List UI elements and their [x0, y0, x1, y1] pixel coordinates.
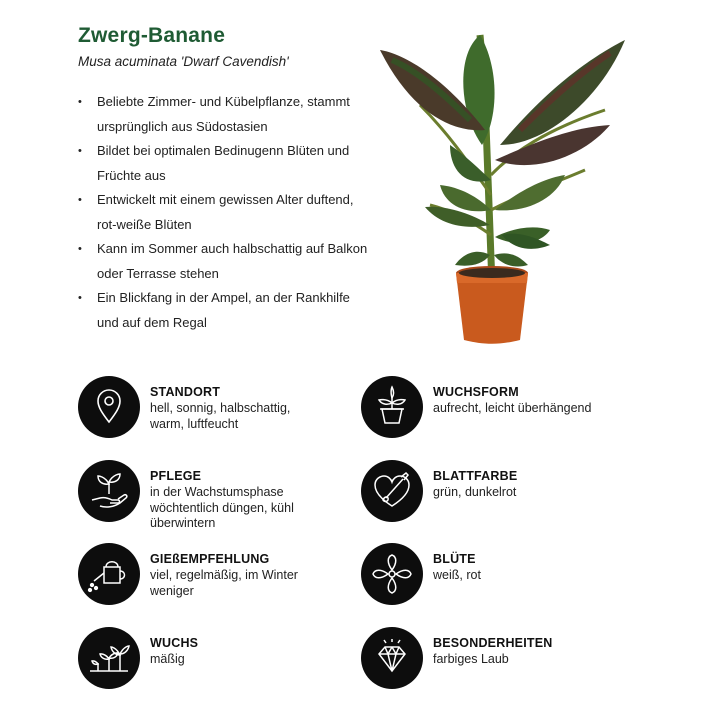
- feature-bluete: [361, 543, 661, 607]
- feature-pflege: [78, 460, 378, 530]
- feature-bullet-list: [78, 90, 368, 335]
- feature-description: weiß, rot: [433, 568, 481, 582]
- location-pin-icon: [78, 376, 140, 438]
- feature-wuchsform: [361, 376, 661, 440]
- heart-leaf-brush-icon: [361, 460, 423, 522]
- feature-description: hell, sonnig, halbschattig, warm, luftfeucht: [150, 401, 291, 431]
- bullet-item: • Kann im Sommer auch halbschattig auf Balkon oder Terrasse stehen: [78, 237, 368, 286]
- feature-standort: [78, 376, 378, 440]
- feature-title: GIEßEMPFEHLUNG: [150, 552, 270, 566]
- feature-title: BLATTFARBE: [433, 469, 518, 483]
- feature-description: in der Wachstumsphase wöchtentlich düngen, kühl überwintern: [150, 485, 294, 530]
- feature-title: BESONDERHEITEN: [433, 636, 553, 650]
- feature-title: PFLEGE: [150, 469, 202, 483]
- seedlings-icon: [78, 627, 140, 689]
- feature-wuchs: [78, 627, 378, 691]
- watering-can-icon: [78, 543, 140, 605]
- feature-title: WUCHSFORM: [433, 385, 519, 399]
- feature-description: mäßig: [150, 652, 185, 666]
- hand-sprout-icon: [78, 460, 140, 522]
- bullet-item: • Ein Blickfang in der Ampel, an der Rankhilfe und auf dem Regal: [78, 286, 368, 335]
- feature-title: BLÜTE: [433, 552, 476, 566]
- feature-title: STANDORT: [150, 385, 221, 399]
- potted-plant-icon: [361, 376, 423, 438]
- feature-title: WUCHS: [150, 636, 199, 650]
- feature-description: aufrecht, leicht überhängend: [433, 401, 592, 415]
- feature-besonderheiten: [361, 627, 661, 691]
- diamond-icon: [361, 627, 423, 689]
- botanical-name: Musa acuminata 'Dwarf Cavendish': [78, 54, 289, 69]
- feature-blattfarbe: [361, 460, 661, 524]
- page-title: Zwerg-Banane: [78, 24, 226, 47]
- feature-giessempfehlung: [78, 543, 378, 607]
- feature-description: grün, dunkelrot: [433, 485, 517, 499]
- bullet-item: • Beliebte Zimmer- und Kübelpflanze, stammt ursprünglich aus Südostasien: [78, 90, 368, 139]
- feature-description: viel, regelmäßig, im Winter weniger: [150, 568, 298, 598]
- feature-description: farbiges Laub: [433, 652, 509, 666]
- bullet-item: • Bildet bei optimalen Bedinugenn Blüten und Früchte aus: [78, 139, 368, 188]
- flower-icon: [361, 543, 423, 605]
- banana-plant-image: [370, 15, 630, 350]
- bullet-item: • Entwickelt mit einem gewissen Alter duftend, rot-weiße Blüten: [78, 188, 368, 237]
